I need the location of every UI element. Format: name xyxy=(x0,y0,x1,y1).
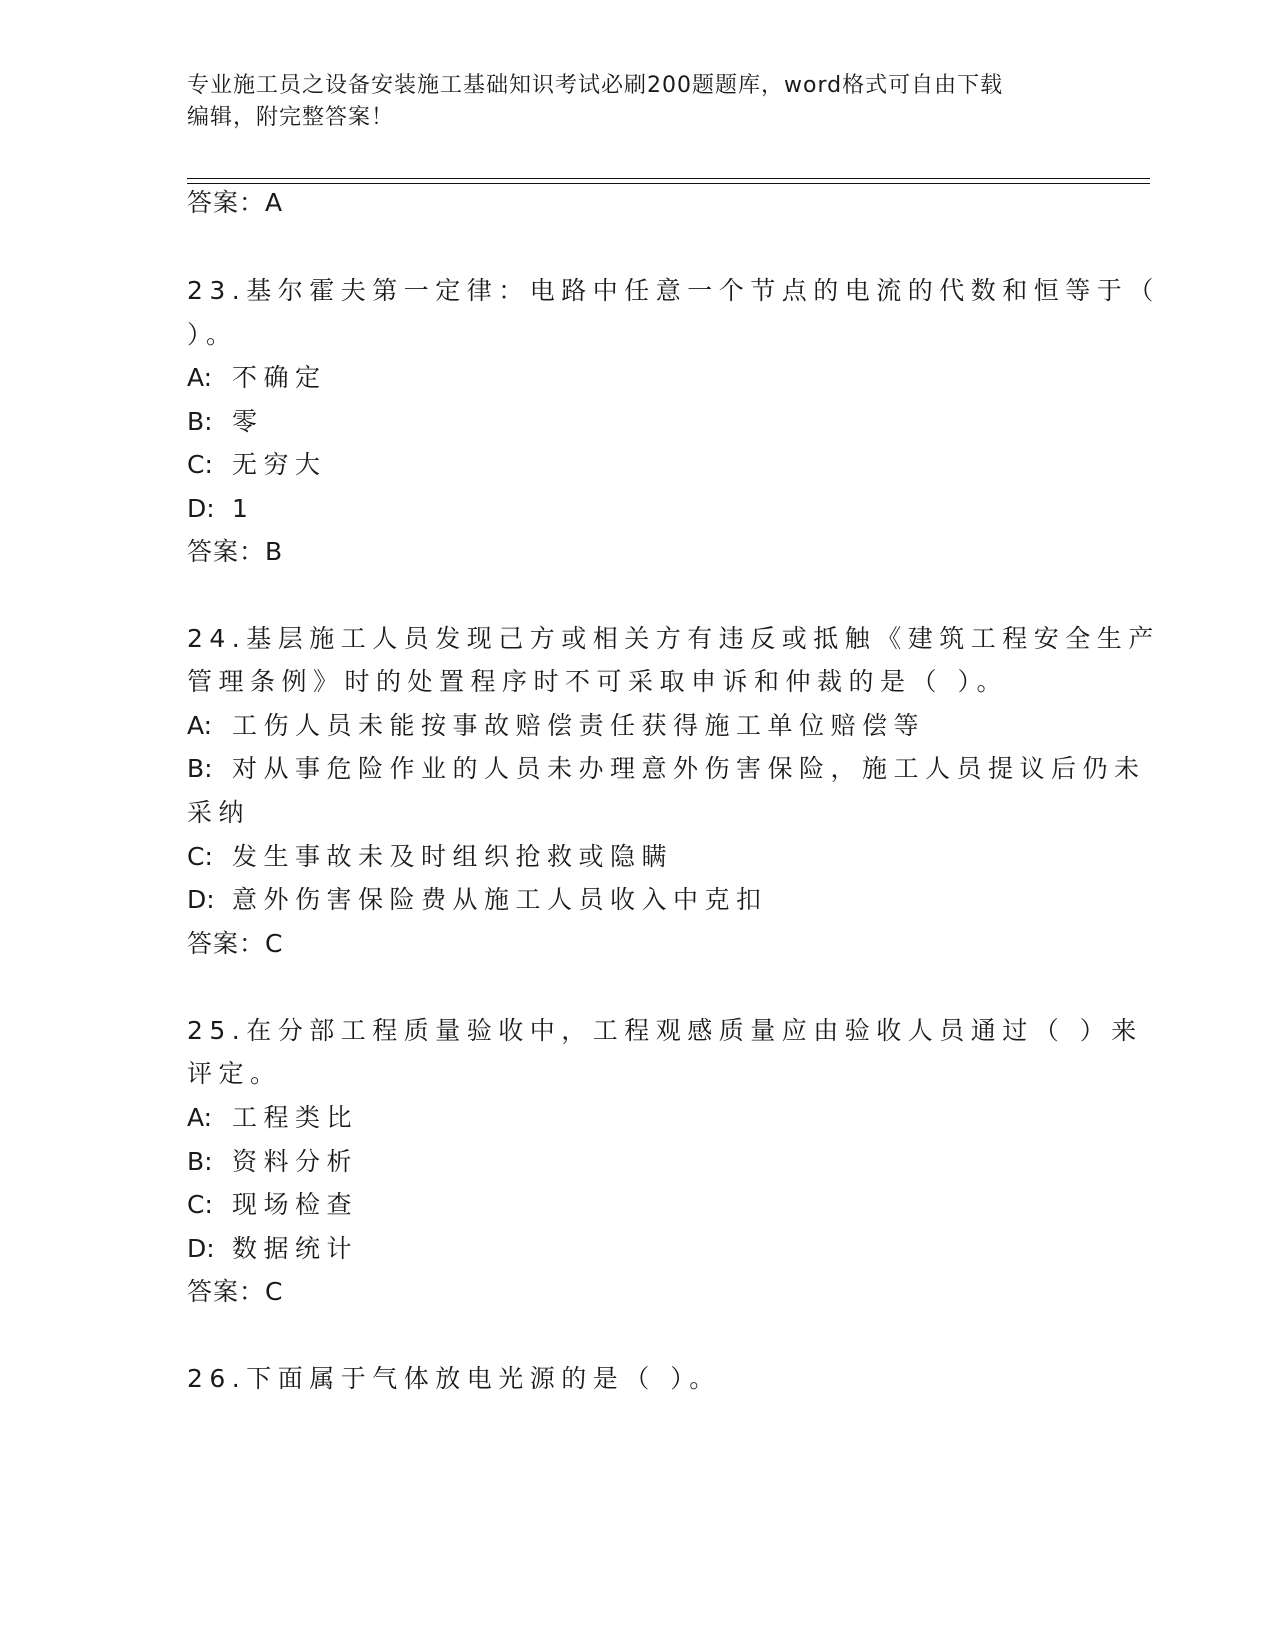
page-header xyxy=(187,70,1087,134)
option-b-continued: 采纳 xyxy=(187,798,251,827)
option-letter: B: xyxy=(187,407,213,436)
option-c xyxy=(187,448,1087,482)
option-text: 1 xyxy=(232,494,255,523)
option-a xyxy=(187,1101,1087,1135)
option-a xyxy=(187,361,1087,395)
option-c xyxy=(187,840,1087,874)
answer: 答案：C xyxy=(187,1277,284,1306)
option-b xyxy=(187,752,1146,786)
option-letter: C: xyxy=(187,842,213,871)
option-text: 现场检查 xyxy=(232,1190,359,1219)
question-text-line: 25.在分部工程质量验收中，工程观感质量应由验收人员通过（ ）来 xyxy=(187,1016,1143,1045)
option-letter: A: xyxy=(187,363,213,392)
option-letter: D: xyxy=(187,1234,215,1263)
option-text: 资料分析 xyxy=(232,1147,359,1176)
option-letter: D: xyxy=(187,885,215,914)
option-letter: B: xyxy=(187,754,213,783)
option-letter: A: xyxy=(187,711,213,740)
answer: 答案：B xyxy=(187,537,284,566)
option-letter: B: xyxy=(187,1147,213,1176)
question-text-line: 管理条例》时的处置程序时不可采取申诉和仲裁的是（ ）。 xyxy=(187,667,1008,696)
option-text: 对从事危险作业的人员未办理意外伤害保险，施工人员提议后仍未 xyxy=(232,754,1146,783)
answer-prev: 答案：A xyxy=(187,188,284,217)
option-letter: A: xyxy=(187,1103,213,1132)
option-letter: C: xyxy=(187,1190,213,1219)
option-text: 不确定 xyxy=(232,363,327,392)
question-text-line: 评定。 xyxy=(187,1059,282,1088)
option-b xyxy=(187,405,1087,439)
option-text: 数据统计 xyxy=(232,1234,359,1263)
option-text: 零 xyxy=(232,407,264,436)
option-b xyxy=(187,1145,1087,1179)
option-d xyxy=(187,492,1087,526)
header-line-2: 编辑，附完整答案！ xyxy=(187,105,395,130)
header-divider-bottom xyxy=(187,183,1150,184)
option-d xyxy=(187,1232,1087,1266)
option-letter: C: xyxy=(187,450,213,479)
answer: 答案：C xyxy=(187,929,284,958)
header-line-1: 专业施工员之设备安装施工基础知识考试必刷200题题库，word格式可自由下载 xyxy=(187,73,1004,98)
option-a xyxy=(187,709,1087,743)
option-text: 发生事故未及时组织抢救或隐瞒 xyxy=(232,842,674,871)
question-text-line: 24.基层施工人员发现己方或相关方有违反或抵触《建筑工程安全生产 xyxy=(187,624,1160,653)
question-text-line: ）。 xyxy=(187,320,238,349)
option-text: 意外伤害保险费从施工人员收入中克扣 xyxy=(232,885,768,914)
question-text-line: 23.基尔霍夫第一定律：电路中任意一个节点的电流的代数和恒等于（ xyxy=(187,276,1160,305)
option-text: 无穷大 xyxy=(232,450,327,479)
question-text-line: 26.下面属于气体放电光源的是（ ）。 xyxy=(187,1364,721,1393)
option-text: 工伤人员未能按事故赔偿责任获得施工单位赔偿等 xyxy=(232,711,926,740)
option-text: 工程类比 xyxy=(232,1103,359,1132)
option-c xyxy=(187,1188,1087,1222)
option-d xyxy=(187,883,1087,917)
option-letter: D: xyxy=(187,494,215,523)
header-divider-top xyxy=(187,178,1150,179)
